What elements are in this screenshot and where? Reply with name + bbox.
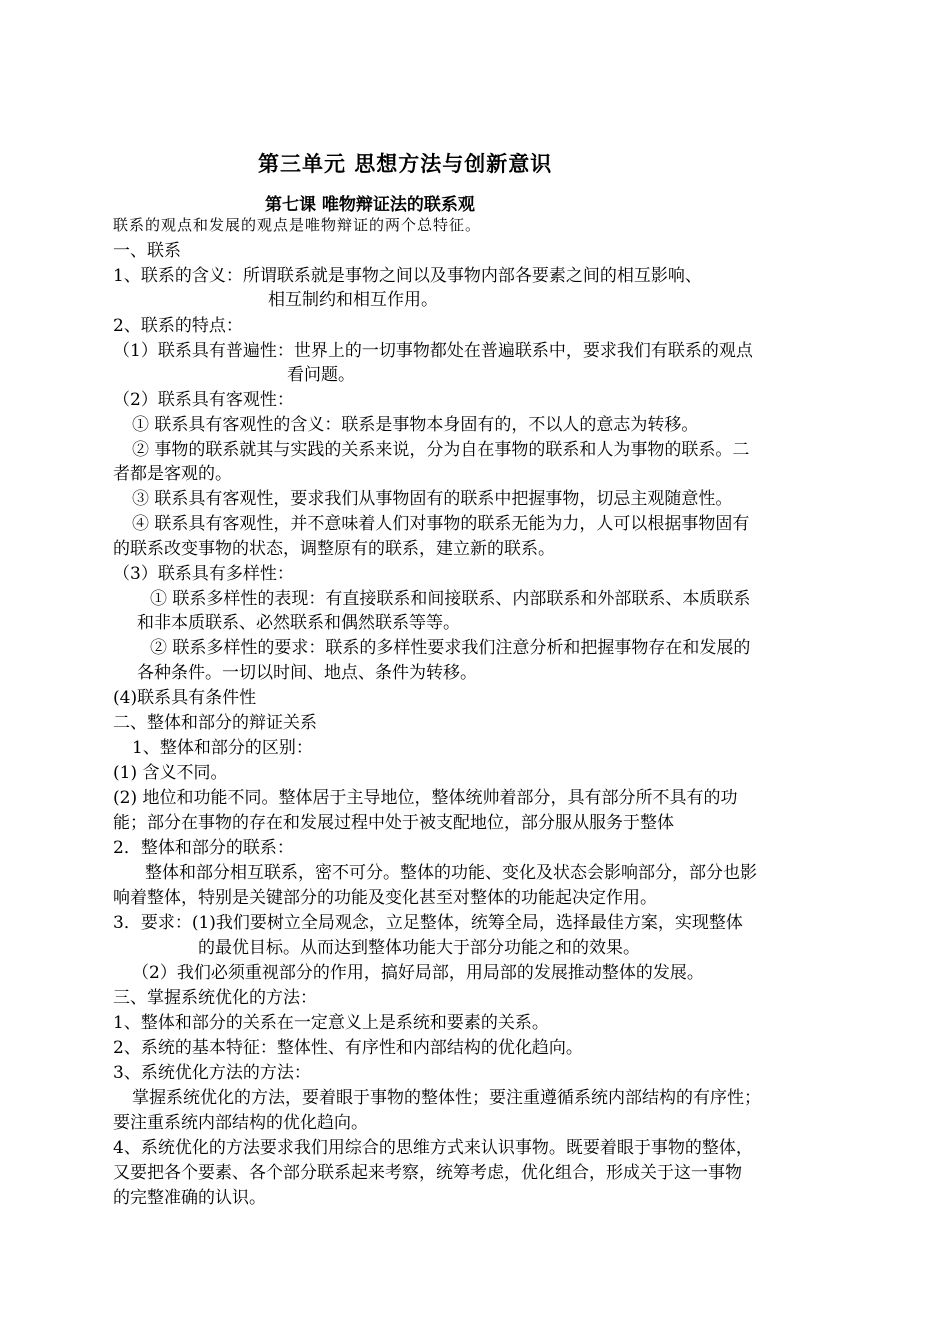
text-line: ④ 联系具有客观性，并不意味着人们对事物的联系无能为力，人可以根据事物固有 [132,514,750,534]
text-line: ③ 联系具有客观性，要求我们从事物固有的联系中把握事物，切忌主观随意性。 [132,489,733,509]
text-line: （3）联系具有多样性： [113,564,294,584]
text-line: ① 联系多样性的表现：有直接联系和间接联系、内部联系和外部联系、本质联系 [150,589,751,609]
section-heading: 二、整体和部分的辩证关系 [113,713,317,733]
text-line: 3．要求：(1)我们要树立全局观念，立足整体，统筹全局，选择最佳方案，实现整体 [113,913,743,933]
text-line: 者都是客观的。 [113,464,232,484]
text-line: 能；部分在事物的存在和发展过程中处于被支配地位，部分服从服务于整体 [113,813,674,833]
text-line: 的最优目标。从而达到整体功能大于部分功能之和的效果。 [198,938,640,958]
text-line: （2）联系具有客观性： [113,390,294,410]
text-line: 3、系统优化方法的方法： [113,1063,311,1083]
text-line: (4)联系具有条件性 [113,688,257,708]
text-line: 看问题。 [287,365,355,385]
text-line: 的联系改变事物的状态，调整原有的联系，建立新的联系。 [113,539,555,559]
text-line: 2、系统的基本特征：整体性、有序性和内部结构的优化趋向。 [113,1038,583,1058]
text-line: 相互制约和相互作用。 [268,290,438,310]
text-line: 和非本质联系、必然联系和偶然联系等等。 [137,613,460,633]
text-line: 掌握系统优化的方法，要着眼于事物的整体性；要注重遵循系统内部结构的有序性； [132,1088,761,1108]
text-line: 1、整体和部分的区别： [132,738,313,758]
text-line: 4、系统优化的方法要求我们用综合的思维方式来认识事物。既要着眼于事物的整体， [113,1138,753,1158]
text-line: 响着整体，特别是关键部分的功能及变化甚至对整体的功能起决定作用。 [113,888,657,908]
lesson-title: 第七课 唯物辩证法的联系观 [265,195,475,215]
intro-line: 联系的观点和发展的观点是唯物辩证的两个总特征。 [113,216,482,234]
text-line: 各种条件。一切以时间、地点、条件为转移。 [137,663,477,683]
section-heading: 三、掌握系统优化的方法： [113,988,317,1008]
text-line: ② 联系多样性的要求：联系的多样性要求我们注意分析和把握事物存在和发展的 [150,638,751,658]
text-line: (1) 含义不同。 [113,763,228,783]
text-line: 1、联系的含义：所谓联系就是事物之间以及事物内部各要素之间的相互影响、 [113,266,702,286]
text-line: 整体和部分相互联系，密不可分。整体的功能、变化及状态会影响部分，部分也影 [145,863,757,883]
text-line: (2) 地位和功能不同。整体居于主导地位，整体统帅着部分，具有部分所不具有的功 [113,788,738,808]
text-line: 2、联系的特点： [113,316,243,336]
text-line: （2）我们必须重视部分的作用，搞好局部，用局部的发展推动整体的发展。 [132,963,704,983]
text-line: 1、整体和部分的关系在一定意义上是系统和要素的关系。 [113,1013,549,1033]
unit-title: 第三单元 思想方法与创新意识 [258,151,553,176]
section-heading: 一、联系 [113,241,181,261]
text-line: （1）联系具有普遍性：世界上的一切事物都处在普遍联系中，要求我们有联系的观点 [113,341,753,361]
text-line: ② 事物的联系就其与实践的关系来说，分为自在事物的联系和人为事物的联系。二 [132,440,750,460]
text-line: 2．整体和部分的联系： [113,838,294,858]
text-line: 的完整准确的认识。 [113,1188,266,1208]
text-line: 要注重系统内部结构的优化趋向。 [113,1113,368,1133]
text-line: 又要把各个要素、各个部分联系起来考察，统筹考虑，优化组合，形成关于这一事物 [113,1163,742,1183]
text-line: ① 联系具有客观性的含义：联系是事物本身固有的，不以人的意志为转移。 [132,415,699,435]
